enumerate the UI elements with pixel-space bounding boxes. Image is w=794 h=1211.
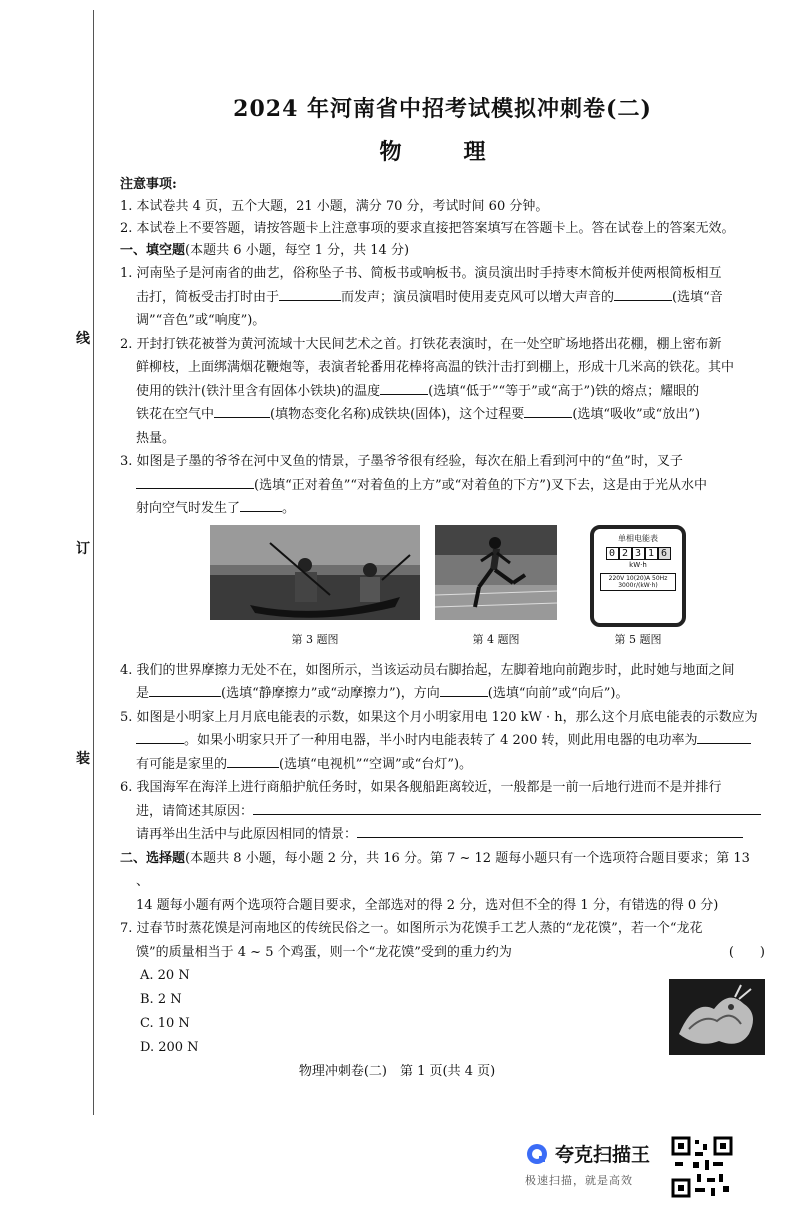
- answer-blank[interactable]: [614, 286, 672, 301]
- answer-blank[interactable]: [214, 403, 270, 418]
- answer-blank[interactable]: [279, 286, 341, 301]
- meter-digit-decimal: 6: [658, 547, 671, 560]
- meter-title: 单相电能表: [618, 533, 658, 543]
- question-7-line2: 馍”的质量相当于 4 ~ 5 个鸡蛋，则一个“龙花馍”受到的重力约为 ( ): [120, 941, 765, 965]
- answer-blank[interactable]: [149, 682, 221, 697]
- brand-name: 夸克扫描王: [555, 1144, 651, 1166]
- question-2: [120, 333, 765, 451]
- figure-3-caption: 第 3 题图: [291, 632, 339, 646]
- meter-rate: 3000r/(kW·h): [618, 581, 658, 589]
- figure-row: [120, 525, 765, 657]
- option-a[interactable]: A. 20 N: [140, 968, 190, 983]
- question-4: [120, 659, 765, 706]
- qr-code-icon[interactable]: [671, 1136, 733, 1198]
- figure-4-caption: 第 4 题图: [472, 632, 520, 646]
- section-1-heading: 一、填空题(本题共 6 小题，每空 1 分，共 14 分): [120, 243, 410, 258]
- option-b[interactable]: B. 2 N: [140, 992, 182, 1007]
- meter-digits: [594, 547, 682, 560]
- meter-digit: 1: [645, 547, 658, 560]
- question-5: [120, 706, 765, 777]
- answer-blank[interactable]: [697, 729, 751, 744]
- meter-digit: 3: [632, 547, 645, 560]
- question-2-line4: 铁花在空气中 (填物态变化名称)成铁块(固体)，这个过程要 (选填“吸收”或“放出”): [120, 403, 765, 427]
- meter-spec-box: [600, 573, 676, 591]
- question-1-text: 1. 河南坠子是河南省的曲艺，俗称坠子书、简板书或响板书。演员演出时手持枣木简板并使两根简板相互: [120, 266, 722, 281]
- exam-page: [120, 92, 765, 1060]
- dragon-bun-photo: [669, 979, 765, 1055]
- answer-paren[interactable]: ( ): [728, 944, 765, 960]
- section-2-heading: 二、选择题(本题共 8 小题，每小题 2 分，共 16 分。第 7 ~ 12 题每小题只有一个选项符合题目要求；第 13 、: [120, 850, 750, 889]
- question-6-text: 6. 我国海军在海洋上进行商船护航任务时，如果各舰船距离较近，一般都是一前一后地行进而不是并排行: [120, 780, 722, 795]
- meter-spec: 220V 10(20)A 50Hz: [608, 574, 668, 582]
- answer-blank[interactable]: [136, 729, 184, 744]
- question-2-text: 2. 开封打铁花被誉为黄河流域十大民间艺术之首。打铁花表演时，在一处空旷场地搭出花棚，棚上密布新: [120, 336, 722, 352]
- question-2-line5: 热量。: [136, 430, 176, 446]
- answer-blank[interactable]: [253, 800, 761, 815]
- question-7: [120, 917, 765, 1060]
- quark-logo-icon: [525, 1142, 549, 1166]
- page-footer: 物理冲刺卷(二) 第 1 页(共 4 页): [298, 1064, 496, 1079]
- question-7-text: 7. 过春节时蒸花馍是河南地区的传统民俗之一。如图所示为花馍手工艺人蒸的“龙花馍”，若一个“龙花: [120, 921, 703, 936]
- meter-digit: 0: [606, 547, 619, 560]
- answer-blank[interactable]: [524, 403, 572, 418]
- answer-blank[interactable]: [227, 753, 279, 768]
- question-2-line2: 鲜柳枝，上面绑满烟花鞭炮等，表演者轮番用花棒将高温的铁汁击打到棚上，形成十几米高的铁花。其中: [136, 360, 735, 375]
- section-2-desc: 14 题每小题有两个选项符合题目要求，全部选对的得 2 分，选对但不全的得 1 分，有错选的得 0 分): [136, 897, 719, 913]
- binding-label-staple: 订: [76, 541, 90, 557]
- question-1: [120, 262, 765, 333]
- answer-blank[interactable]: [240, 497, 282, 512]
- exam-subject: 物 理: [379, 139, 506, 165]
- question-1-line2: 击打，简板受击打时由于 而发声；演员演唱时使用麦克风可以增大声音的 (选填“音: [120, 286, 765, 310]
- figure-5-caption: 第 5 题图: [614, 632, 662, 646]
- question-3-text: 3. 如图是子墨的爷爷在河中叉鱼的情景，子墨爷爷很有经验，每次在船上看到河中的“鱼”时，叉子: [120, 454, 683, 469]
- binding-line: [93, 10, 94, 1115]
- question-3: [120, 450, 765, 521]
- question-2-line3: 使用的铁汁(铁汁里含有固体小铁块)的温度 (选填“低于”“等于”或“高于”)铁的熔点；耀眼的: [120, 380, 765, 404]
- runner-photo: [435, 525, 557, 620]
- question-1-line3: 调”“音色”或“响度”)。: [136, 313, 266, 328]
- answer-blank[interactable]: [357, 823, 743, 838]
- question-3-line3: 射向空气时发生了 。: [120, 497, 765, 521]
- option-d[interactable]: D. 200 N: [140, 1040, 199, 1055]
- option-c[interactable]: C. 10 N: [140, 1016, 190, 1031]
- answer-blank[interactable]: [440, 682, 488, 697]
- fisherman-photo: [210, 525, 420, 620]
- question-5-text: 5. 如图是小明家上月月底电能表的示数，如果这个月小明家用电 120 kW · h，那么这个月底电能表的示数应为: [120, 709, 758, 725]
- meter-unit: kW·h: [629, 560, 647, 569]
- binding-label-line: 线: [76, 331, 90, 347]
- meter-digit: 2: [619, 547, 632, 560]
- question-5-line3: 有可能是家里的 (选填“电视机”“空调”或“台灯”)。: [120, 753, 765, 777]
- binding-label-bind: 装: [76, 751, 90, 767]
- question-4-text: 4. 我们的世界摩擦力无处不在，如图所示，当该运动员右脚抬起，左脚着地向前跑步时，此时她与地面之间: [120, 662, 735, 678]
- question-4-line2: 是 (选填“静摩擦力”或“动摩擦力”)，方向 (选填“向前”或“向后”)。: [120, 682, 765, 706]
- electricity-meter: [590, 525, 686, 627]
- question-6-line2: 进，请简述其原因：: [120, 800, 765, 824]
- question-6-line3: 请再举出生活中与此原因相同的情景：: [120, 823, 765, 847]
- note-item: 1. 本试卷共 4 页，五个大题，21 小题，满分 70 分，考试时间 60 分钟。: [120, 199, 549, 214]
- question-6: [120, 776, 765, 847]
- brand-slogan: 极速扫描，就是高效: [525, 1174, 633, 1187]
- question-3-line2: (选填“正对着鱼”“对着鱼的上方”或“对着鱼的下方”)叉下去，这是由于光从水中: [120, 474, 765, 498]
- exam-title: 2024 年河南省中招考试模拟冲刺卷(二): [233, 96, 652, 122]
- scanner-watermark: [525, 1140, 794, 1200]
- question-5-line2: 。如果小明家只开了一种用电器，半小时内电能表转了 4 200 转，则此用电器的电功率为: [120, 729, 765, 753]
- answer-blank[interactable]: [380, 380, 428, 395]
- notes-heading: 注意事项:: [120, 177, 177, 192]
- answer-blank[interactable]: [136, 474, 254, 489]
- note-item: 2. 本试卷上不要答题，请按答题卡上注意事项的要求直接把答案填写在答题卡上。答在试卷上的答案无效。: [120, 221, 735, 236]
